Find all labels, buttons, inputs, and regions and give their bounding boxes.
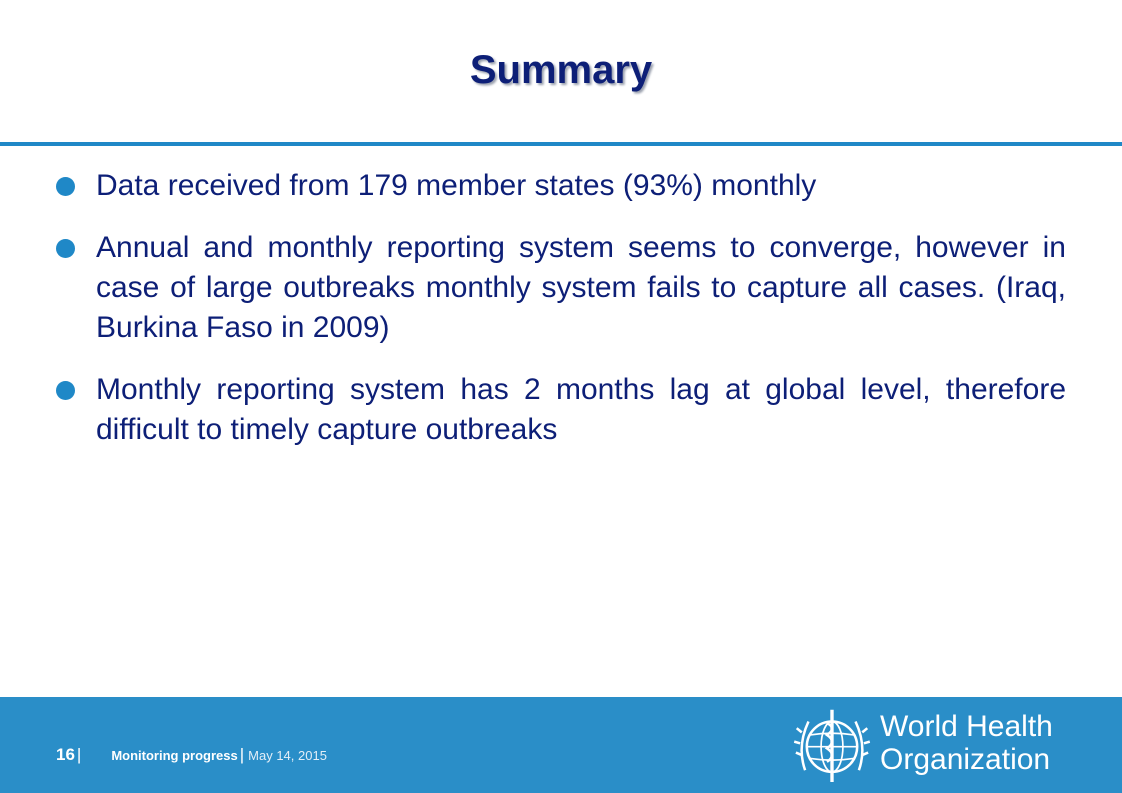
bullet-dot-icon xyxy=(56,381,75,400)
bullet-text: Annual and monthly reporting system seems to converge, however in case of large outbreaks monthly system fails to capture all cases. (Iraq, Burkina Faso in 2009) xyxy=(96,231,1066,344)
page-number: 16 xyxy=(56,745,75,764)
title-divider xyxy=(0,142,1122,146)
footer-date: May 14, 2015 xyxy=(248,748,327,763)
bullet-dot-icon xyxy=(56,239,75,258)
bullet-text: Data received from 179 member states (93%) monthly xyxy=(96,169,817,202)
footer-separator: | xyxy=(239,745,245,764)
organization-name-line1: World Health xyxy=(880,710,1053,743)
bullet-list xyxy=(56,166,1066,472)
organization-name xyxy=(880,710,1053,776)
slide-title: Summary xyxy=(469,48,653,92)
footer-info xyxy=(56,745,327,765)
organization-name-line2: Organization xyxy=(880,743,1051,776)
who-emblem-icon xyxy=(790,703,874,787)
footer-separator: | xyxy=(76,745,82,764)
footer-topic: Monitoring progress xyxy=(111,748,238,763)
bullet-item xyxy=(56,166,1066,206)
footer-bar xyxy=(0,697,1122,793)
bullet-text: Monthly reporting system has 2 months lag at global level, therefore difficult to timely capture outbreaks xyxy=(96,373,1066,446)
bullet-dot-icon xyxy=(56,177,75,196)
bullet-item xyxy=(56,370,1066,450)
bullet-item xyxy=(56,228,1066,348)
